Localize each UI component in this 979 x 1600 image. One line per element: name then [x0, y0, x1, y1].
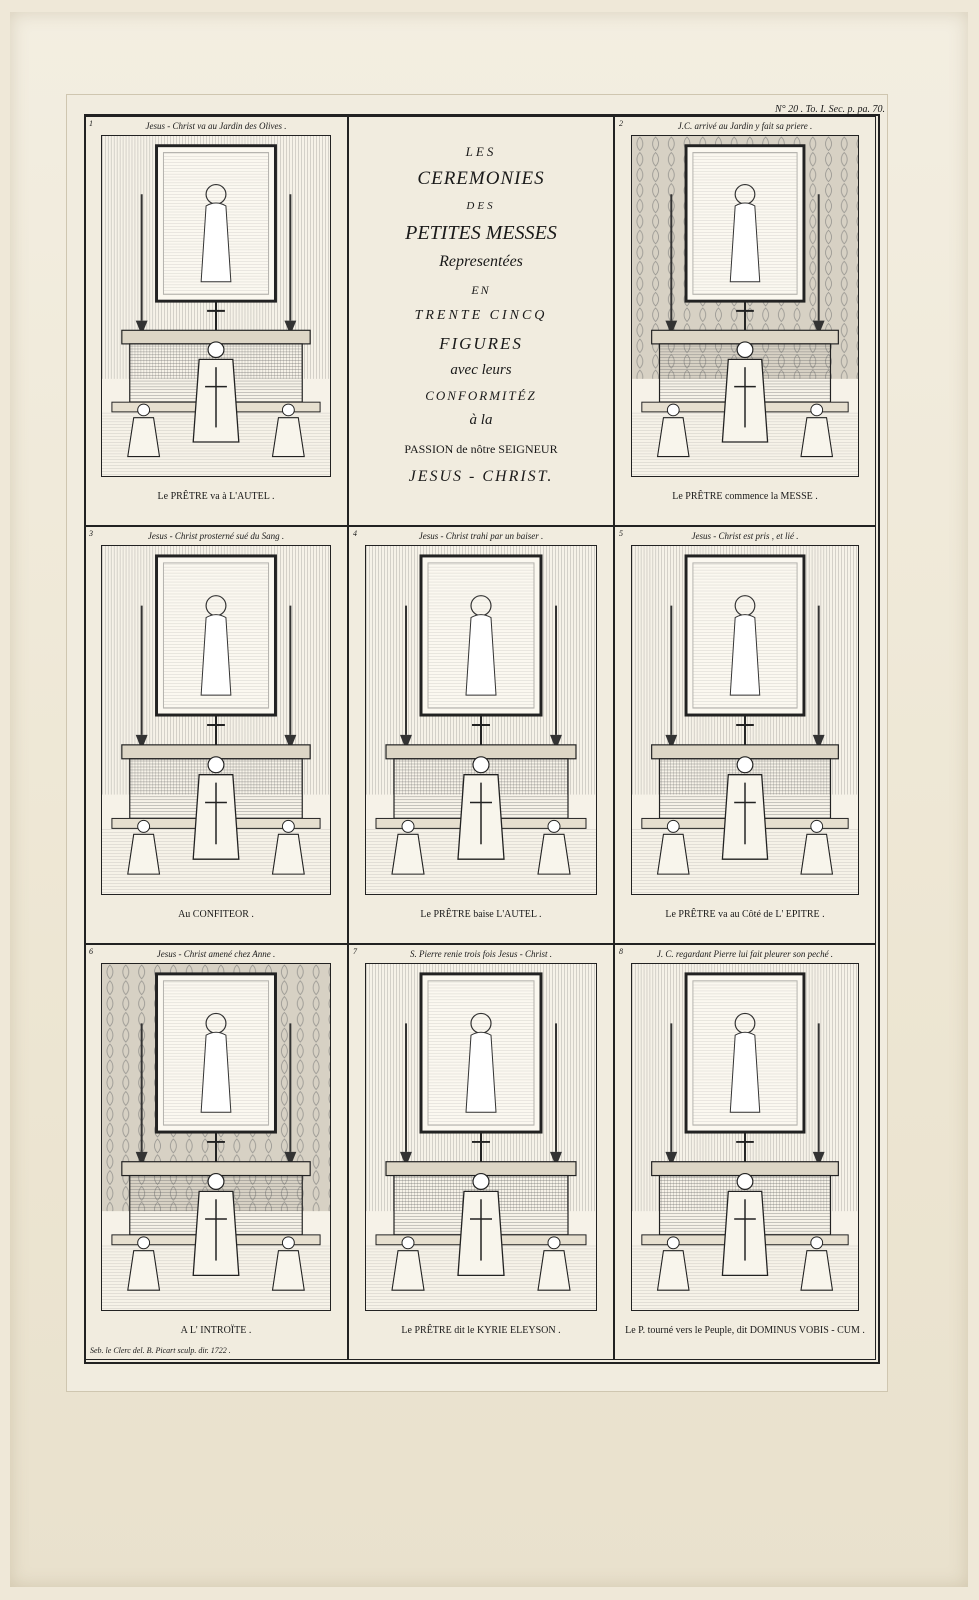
- panel-2: [614, 116, 876, 526]
- title-line-6: EN: [471, 283, 491, 297]
- panel-3: [84, 526, 348, 944]
- panel-number: 5: [619, 529, 623, 538]
- title-line-12: PASSION de nôtre SEIGNEUR: [404, 442, 558, 456]
- title-line-4: PETITES MESSES: [405, 222, 557, 244]
- panel-engraving: [365, 963, 597, 1311]
- title-line-10: CONFORMITÉZ: [425, 388, 537, 403]
- title-line-5: Representées: [439, 253, 523, 270]
- panel-number: 7: [353, 947, 357, 956]
- panel-4: [348, 526, 614, 944]
- panel-top-caption: S. Pierre renie trois fois Jesus - Christ .: [410, 949, 552, 959]
- panel-number: 4: [353, 529, 357, 538]
- panel-8: [614, 944, 876, 1360]
- panel-top-caption: Jesus - Christ est pris , et lié .: [691, 531, 799, 541]
- panel-engraving: [631, 135, 859, 477]
- panel-bottom-caption: Le PRÊTRE commence la MESSE .: [672, 491, 818, 502]
- panel-bottom-caption: Au CONFITEOR .: [178, 909, 254, 920]
- panel-top-caption: J. C. regardant Pierre lui fait pleurer son peché .: [656, 949, 834, 959]
- title-line-8: FIGURES: [439, 334, 523, 353]
- title-line-2: CEREMONIES: [417, 168, 545, 189]
- panel-bottom-caption: Le PRÊTRE dit le KYRIE ELEYSON .: [401, 1325, 561, 1336]
- panel-number: 3: [89, 529, 93, 538]
- panel-top-caption: Jesus - Christ trahi par un baiser .: [418, 531, 544, 541]
- panel-6: [84, 944, 348, 1360]
- panel-bottom-caption: Le PRÊTRE baise L'AUTEL .: [420, 909, 542, 920]
- title-line-11: à la: [469, 412, 493, 428]
- title-line-7: TRENTE CINCQ: [414, 308, 548, 323]
- panel-bottom-caption: Le PRÊTRE va à L'AUTEL .: [157, 491, 275, 502]
- panel-top-caption: Jesus - Christ prosterné sué du Sang .: [147, 531, 285, 541]
- panel-engraving: [101, 963, 331, 1311]
- panel-top-caption: Jesus - Christ va au Jardin des Olives .: [145, 121, 287, 131]
- panel-number: 8: [619, 947, 623, 956]
- panel-top-caption: J.C. arrivé au Jardin y fait sa priere .: [677, 121, 813, 131]
- panel-engraving: [631, 963, 859, 1311]
- title-line-13: JESUS - CHRIST.: [408, 468, 554, 485]
- panel-7: [348, 944, 614, 1360]
- title-block: [348, 118, 614, 524]
- panel-top-caption: Jesus - Christ amené chez Anne .: [156, 949, 276, 959]
- panel-bottom-caption: A L' INTROÏTE .: [180, 1325, 252, 1336]
- panel-number: 2: [619, 119, 623, 128]
- title-line-9: avec leurs: [450, 362, 512, 378]
- title-line-3: DES: [466, 200, 496, 212]
- title-line-1: LES: [465, 144, 497, 159]
- plate-number: N° 20 . To. I. Sec. p. pa. 70.: [775, 104, 886, 115]
- engraver-credit: Seb. le Clerc del. B. Picart sculp. dir. 1722 .: [90, 1346, 231, 1355]
- panel-5: [614, 526, 876, 944]
- panel-number: 6: [89, 947, 93, 956]
- panel-engraving: [101, 545, 331, 895]
- panel-engraving: [631, 545, 859, 895]
- panel-number: 1: [89, 119, 93, 128]
- panel-engraving: [365, 545, 597, 895]
- panel-bottom-caption: Le P. tourné vers le Peuple, dit DOMINUS VOBIS - CUM .: [625, 1325, 865, 1336]
- panel-engraving: [101, 135, 331, 477]
- panel-bottom-caption: Le PRÊTRE va au Côté de L' EPITRE .: [665, 909, 825, 920]
- panel-1: [84, 116, 348, 526]
